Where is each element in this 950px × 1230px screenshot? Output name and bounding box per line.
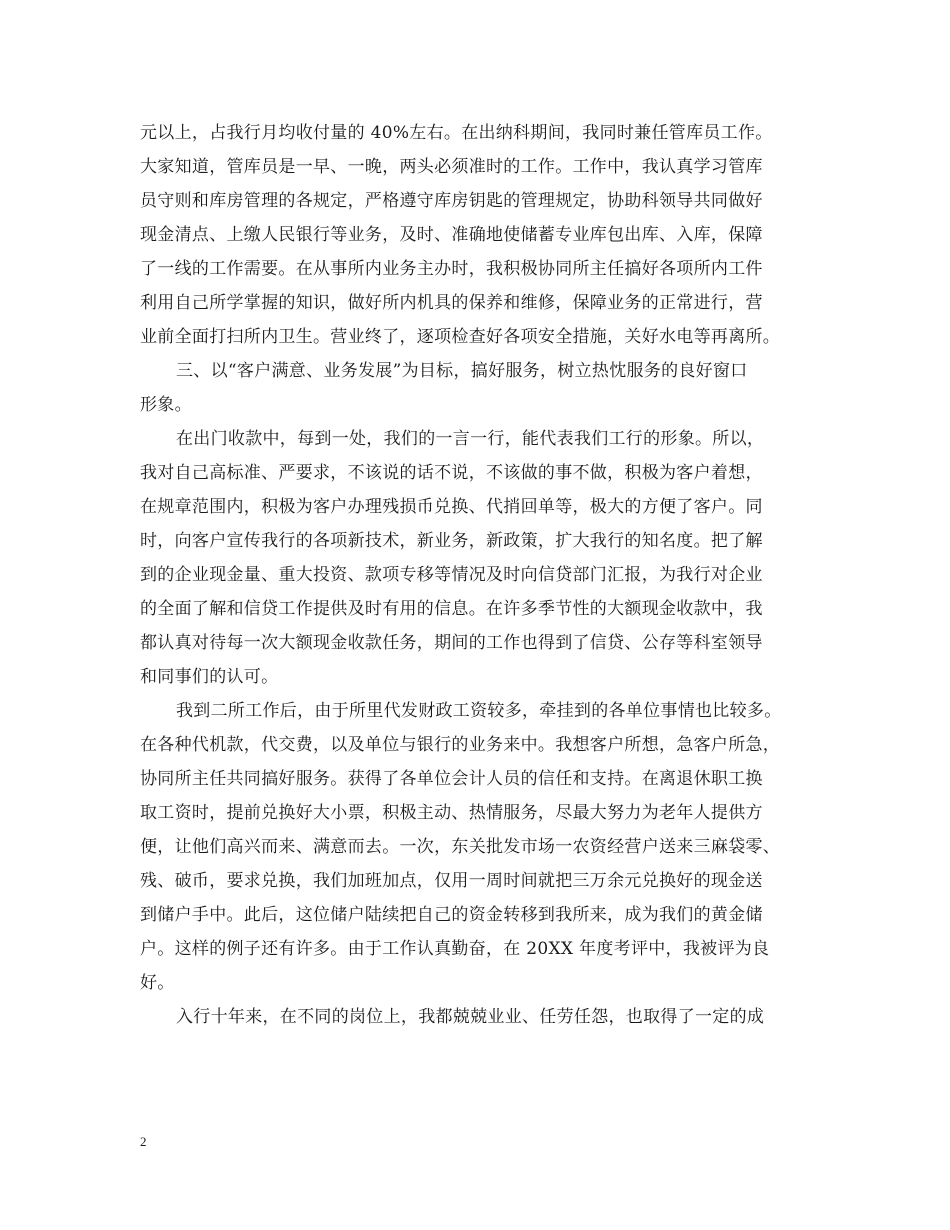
text-line: 和同事们的认可。 [140, 667, 279, 687]
text-line: 员守则和库房管理的各规定，严格遵守库房钥匙的管理规定，协助科领导共同做好 [140, 191, 763, 211]
text-line: 到的企业现金量、重大投资、款项专移等情况及时向信贷部门汇报，为我行对企业 [140, 565, 763, 585]
text-line: 我对自己高标准、严要求，不该说的话不说，不该做的事不做，积极为客户着想， [140, 463, 763, 483]
page-number: 2 [140, 1134, 147, 1149]
text-line: 业前全面打扫所内卫生。营业终了，逐项检查好各项安全措施，关好水电等再离所。 [140, 327, 781, 347]
text-line: 协同所主任共同搞好服务。获得了各单位会计人员的信任和支持。在离退休职工换 [140, 769, 763, 789]
text-line: 元以上，占我行月均收付量的 40%左右。在出纳科期间，我同时兼任管库员工作。 [140, 123, 773, 143]
text-line: 在出门收款中，每到一处，我们的一言一行，能代表我们工行的形象。所以， [176, 429, 765, 449]
text-line: 都认真对待每一次大额现金收款任务，期间的工作也得到了信贷、公存等科室领导 [140, 633, 763, 653]
text-line: 在规章范围内，积极为客户办理残损币兑换、代捎回单等，极大的方便了客户。同 [140, 497, 763, 517]
text-line: 现金清点、上缴人民银行等业务，及时、准确地使储蓄专业库包出库、入库，保障 [140, 225, 763, 245]
text-line: 利用自己所学掌握的知识，做好所内机具的保养和维修，保障业务的正常进行，营 [140, 293, 763, 313]
text-line: 时，向客户宣传我行的各项新技术，新业务，新政策，扩大我行的知名度。把了解 [140, 531, 763, 551]
text-line: 大家知道，管库员是一早、一晚，两头必须准时的工作。工作中，我认真学习管库 [140, 157, 763, 177]
text-line: 在各种代机款，代交费，以及单位与银行的业务来中。我想客户所想，急客户所急， [140, 735, 781, 755]
section-heading-line: 形象。 [140, 395, 192, 415]
text-line: 好。 [140, 973, 175, 993]
text-line: 我到二所工作后，由于所里代发财政工资较多，牵挂到的各单位事情也比较多。 [176, 701, 782, 721]
text-line: 的全面了解和信贷工作提供及时有用的信息。在许多季节性的大额现金收款中，我 [140, 599, 763, 619]
document-body [140, 116, 820, 1034]
text-line: 户。这样的例子还有许多。由于工作认真勤奋，在 20XX 年度考评中，我被评为良 [140, 939, 770, 959]
section-heading-line: 三、以“客户满意、业务发展”为目标，搞好服务，树立热忱服务的良好窗口 [176, 361, 748, 381]
text-line: 残、破币，要求兑换，我们加班加点，仅用一周时间就把三万余元兑换好的现金送 [140, 871, 763, 891]
text-line: 取工资时，提前兑换好大小票，积极主动、热情服务，尽最大努力为老年人提供方 [140, 803, 763, 823]
text-line: 到储户手中。此后，这位储户陆续把自己的资金转移到我所来，成为我们的黄金储 [140, 905, 763, 925]
text-line: 便，让他们高兴而来、满意而去。一次，东关批发市场一农资经营户送来三麻袋零、 [140, 837, 781, 857]
text-line: 了一线的工作需要。在从事所内业务主办时，我积极协同所主任搞好各项所内工件 [140, 259, 763, 279]
text-line: 入行十年来，在不同的岗位上，我都兢兢业业、任劳任怨，也取得了一定的成 [176, 1007, 765, 1027]
